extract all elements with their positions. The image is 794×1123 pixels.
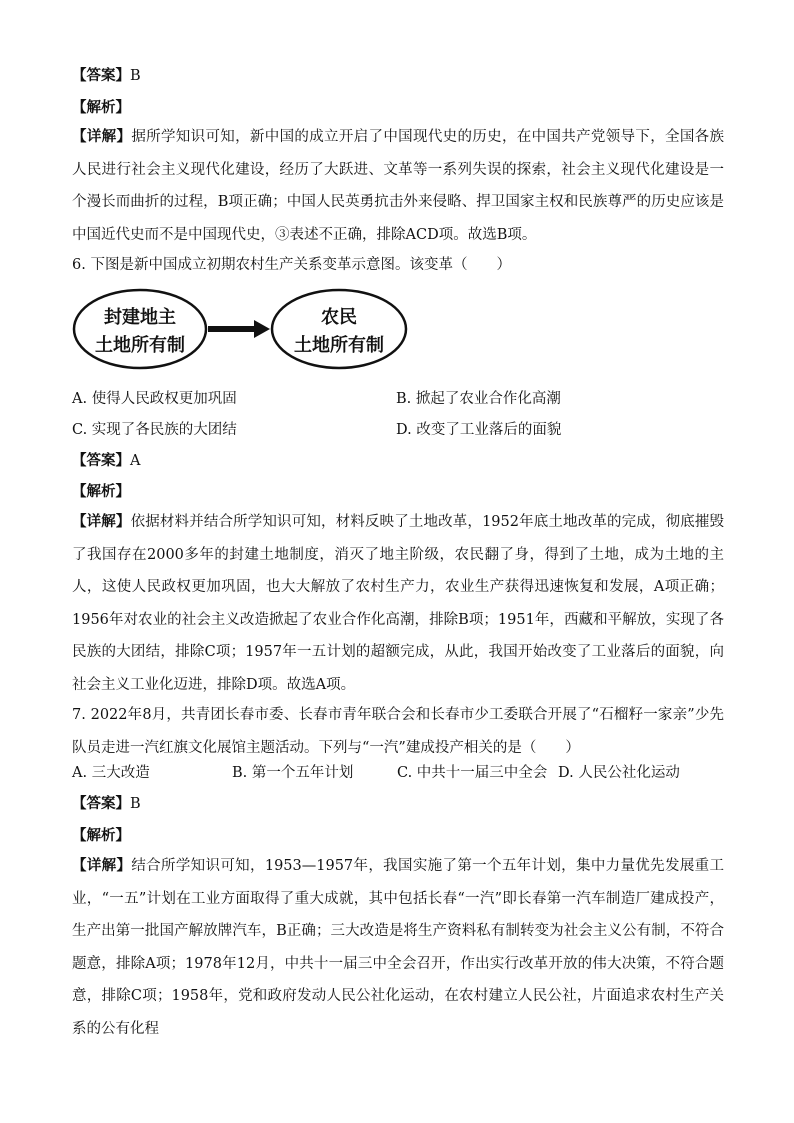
q6-option-a: A. 使得人民政权更加巩固 (72, 391, 237, 407)
detail-tag: 【详解】 (72, 128, 132, 145)
q7-option-c: C. 中共十一届三中全会 (397, 765, 548, 781)
answer-value: B (130, 796, 141, 812)
answer-tag: 【答案】 (72, 67, 130, 84)
analysis-tag: 【解析】 (72, 827, 130, 844)
q7-option-b: B. 第一个五年计划 (232, 765, 354, 781)
right-node-line2: 土地所有制 (294, 335, 384, 356)
q6-option-d: D. 改变了工业落后的面貌 (396, 422, 562, 438)
left-node-line2: 土地所有制 (95, 335, 185, 356)
answer-tag: 【答案】 (72, 795, 130, 812)
q7-analysis-heading (72, 826, 732, 846)
q7-detail-paragraph (72, 850, 724, 1046)
detail-text: 结合所学知识可知，1953—1957年，我国实施了第一个五年计划，集中力量优先发展重工业，“一五”计划在工业方面取得了重大成就，其中包括长春“一汽”即长春第一汽车制造厂建成投产，生产出第一批国产解放牌汽车，B正确；三大改造是将生产资料私有制转变为社会主义公有制，不符合题意，排除A项；1978年12月，中共十一届三中全会召开，作出实行改革开放的伟大决策，不符合题意，排除C项；1958年，党和政府发动人民公社化运动，在农村建立人民公社，片面追求农村生产关系的公有化程 (72, 858, 724, 1037)
q5-answer-line (72, 66, 732, 86)
answer-value: B (130, 68, 141, 84)
q6-answer-line (72, 451, 732, 471)
arrow-head-icon (254, 320, 270, 338)
q6-stem: 6. 下图是新中国成立初期农村生产关系变革示意图。该变革（ ） (72, 257, 511, 273)
q5-detail-paragraph (72, 121, 724, 251)
q6-option-b: B. 掀起了农业合作化高潮 (396, 391, 561, 407)
q7-option-a: A. 三大改造 (72, 765, 150, 781)
answer-value: A (130, 453, 141, 469)
q7-stem: 7. 2022年8月，共青团长春市委、长春市青年联合会和长春市少工委联合开展了“石榴籽一家亲”少先队员走进一汽红旗文化展馆主题活动。下列与“一汽”建成投产相关的是（ ） (72, 707, 724, 756)
detail-tag: 【详解】 (72, 857, 132, 874)
analysis-tag: 【解析】 (72, 99, 130, 116)
land-reform-diagram (72, 287, 412, 371)
left-ellipse (74, 290, 206, 368)
q6-option-c: C. 实现了各民族的大团结 (72, 422, 237, 438)
left-node-line1: 封建地主 (104, 307, 176, 328)
right-ellipse (272, 290, 406, 368)
q6-analysis-heading (72, 482, 732, 502)
q7-option-d: D. 人民公社化运动 (558, 765, 680, 781)
detail-text: 依据材料并结合所学知识可知，材料反映了土地改革，1952年底土地改革的完成，彻底摧毁了我国存在2000多年的封建土地制度，消灭了地主阶级，农民翻了身，得到了土地，成为土地的主人，这使人民政权更加巩固，也大大解放了农村生产力，农业生产获得迅速恢复和发展，A项正确；1956年对农业的社会主义改造掀起了农业合作化高潮，排除B项；1951年，西藏和平解放，实现了各民族的大团结，排除C项；1957年一五计划的超额完成，从此，我国开始改变了工业落后的面貌，向社会主义工业化迈进，排除D项。故选A项。 (72, 514, 725, 693)
q7-answer-line (72, 794, 732, 814)
answer-tag: 【答案】 (72, 452, 130, 469)
analysis-tag: 【解析】 (72, 483, 130, 500)
right-node-line1: 农民 (321, 307, 357, 328)
q5-analysis-heading (72, 98, 732, 118)
q6-detail-paragraph (72, 506, 724, 702)
detail-tag: 【详解】 (72, 513, 131, 530)
detail-text: 据所学知识可知，新中国的成立开启了中国现代史的历史，在中国共产党领导下，全国各族人民进行社会主义现代化建设，经历了大跃进、文革等一系列失误的探索，社会主义现代化建设是一个漫长而曲折的过程，B项正确；中国人民英勇抗击外来侵略、捍卫国家主权和民族尊严的历史应该是中国近代史而不是中国现代史，③表述不正确，排除ACD项。故选B项。 (72, 129, 725, 243)
